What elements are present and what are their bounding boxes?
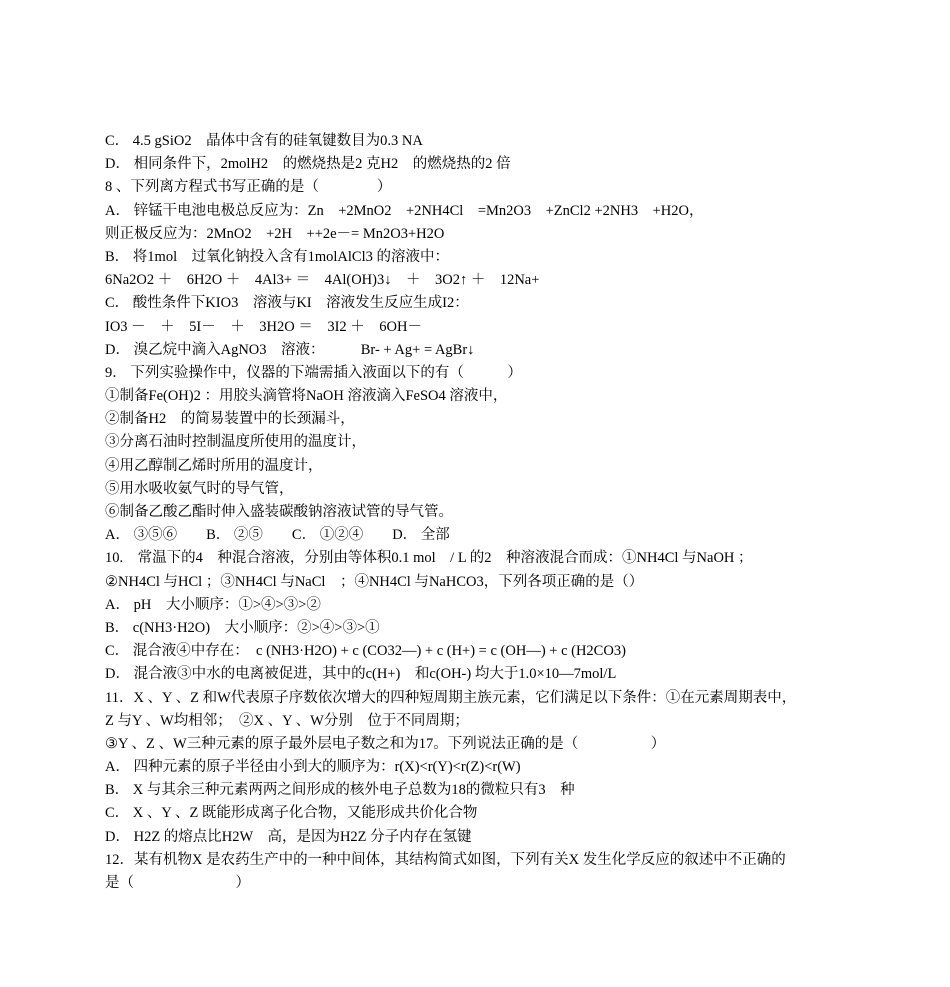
text-line: D． 混合液③中水的电离被促进，其中的c(H+) 和c(OH-) 均大于1.0×10—7mol/L [105, 666, 617, 683]
text-line: C． 酸性条件下KIO3 溶液与KI 溶液发生反应生成I2： [105, 295, 469, 312]
text-line: A． 四种元素的原子半径由小到大的顺序为：r(X)<r(Y)<r(Z)<r(W) [105, 759, 521, 776]
question-8-stem: 8 、下列离方程式书写正确的是（ ） [105, 179, 392, 196]
question-9-stem: 9． 下列实验操作中，仪器的下端需插入液面以下的有（ ） [105, 364, 522, 381]
text-line: D． 溴乙烷中滴入AgNO3 溶液： Br- + Ag+ = AgBr↓ [105, 341, 475, 358]
text-line: A． pH 大小顺序：①>④>③>② [105, 596, 321, 613]
question-11-stem: 11．X 、Y 、Z 和W代表原子序数依次增大的四种短周期主族元素，它们满足以下条件：①在元素周期表中， [105, 689, 797, 706]
text-line: A． 锌锰干电池电极总反应为：Zn +2MnO2 +2NH4Cl =Mn2O3 +ZnCl2 +2NH3 +H2O， [105, 202, 704, 219]
text-line: 则正极反应为：2MnO2 +2H ++2e－= Mn2O3+H2O [105, 225, 445, 242]
answer-options: A． ③⑤⑥ B． ②⑤ C． ①②④ D． 全部 [105, 527, 450, 544]
text-line: ①制备Fe(OH)2 ：用胶头滴管将NaOH 溶液滴入FeSO4 溶液中， [105, 388, 508, 405]
text-line: ②制备H2 的简易装置中的长颈漏斗， [105, 411, 355, 428]
text-line: C． X 、Y 、Z 既能形成离子化合物，又能形成共价化合物 [105, 805, 478, 822]
text-line: B． c(NH3·H2O) 大小顺序：②>④>③>① [105, 619, 380, 636]
text-line: B． 将1mol 过氧化钠投入含有1molAlCl3 的溶液中： [105, 248, 449, 265]
text-line: Z 与Y 、W均相邻； ②X 、Y 、W分别 位于不同周期； [105, 712, 469, 729]
text-line: ④用乙醇制乙烯时所用的温度计， [105, 457, 323, 474]
text-line: C． 混合液④中存在： c (NH3·H2O) + c (CO32—) + c (H+) = c (OH—) + c (H2CO3) [105, 643, 626, 660]
text-line: ③Y 、Z 、W三种元素的原子最外层电子数之和为17。下列说法正确的是（ ） [105, 735, 666, 752]
text-line: 是（ ） [105, 875, 250, 891]
text-line: ③分离石油时控制温度所使用的温度计， [105, 434, 366, 451]
text-line: B． X 与其余三种元素两两之间形成的核外电子总数为18的微粒只有3 种 [105, 782, 575, 799]
text-line: ②NH4Cl 与HCl ；③NH4Cl 与NaCl ；④NH4Cl 与NaHCO3，下列各项正确的是（） [105, 573, 644, 590]
equation-line: 6Na2O2 ＋ 6H2O ＋ 4Al3+ ＝ 4Al(OH)3↓ ＋ 3O2↑ ＋ 12Na+ [105, 272, 540, 289]
equation-line: IO3 － ＋ 5I－ ＋ 3H2O ＝ 3I2 ＋ 6OH－ [105, 318, 422, 335]
text-line: ⑤用水吸收氨气时的导气管， [105, 480, 294, 497]
question-10-stem: 10. 常温下的4 种混合溶液，分别由等体积0.1 mol / L 的2 种溶液混合而成：①NH4Cl 与NaOH ； [105, 550, 753, 567]
question-12-stem: 12．某有机物X 是农药生产中的一种中间体，其结构简式如图，下列有关X 发生化学反应的叙述中不正确的 [105, 851, 786, 868]
text-line: D． 相同条件下，2molH2 的燃烧热是2 克H2 的燃烧热的2 倍 [105, 156, 511, 173]
document-body [105, 130, 850, 895]
text-line: C． 4.5 gSiO2 晶体中含有的硅氧键数目为0.3 NA [105, 133, 423, 149]
text-line: D． H2Z 的熔点比H2W 高，是因为H2Z 分子内存在氢键 [105, 828, 472, 845]
text-line: ⑥制备乙酸乙酯时伸入盛装碳酸钠溶液试管的导气管。 [105, 504, 453, 520]
